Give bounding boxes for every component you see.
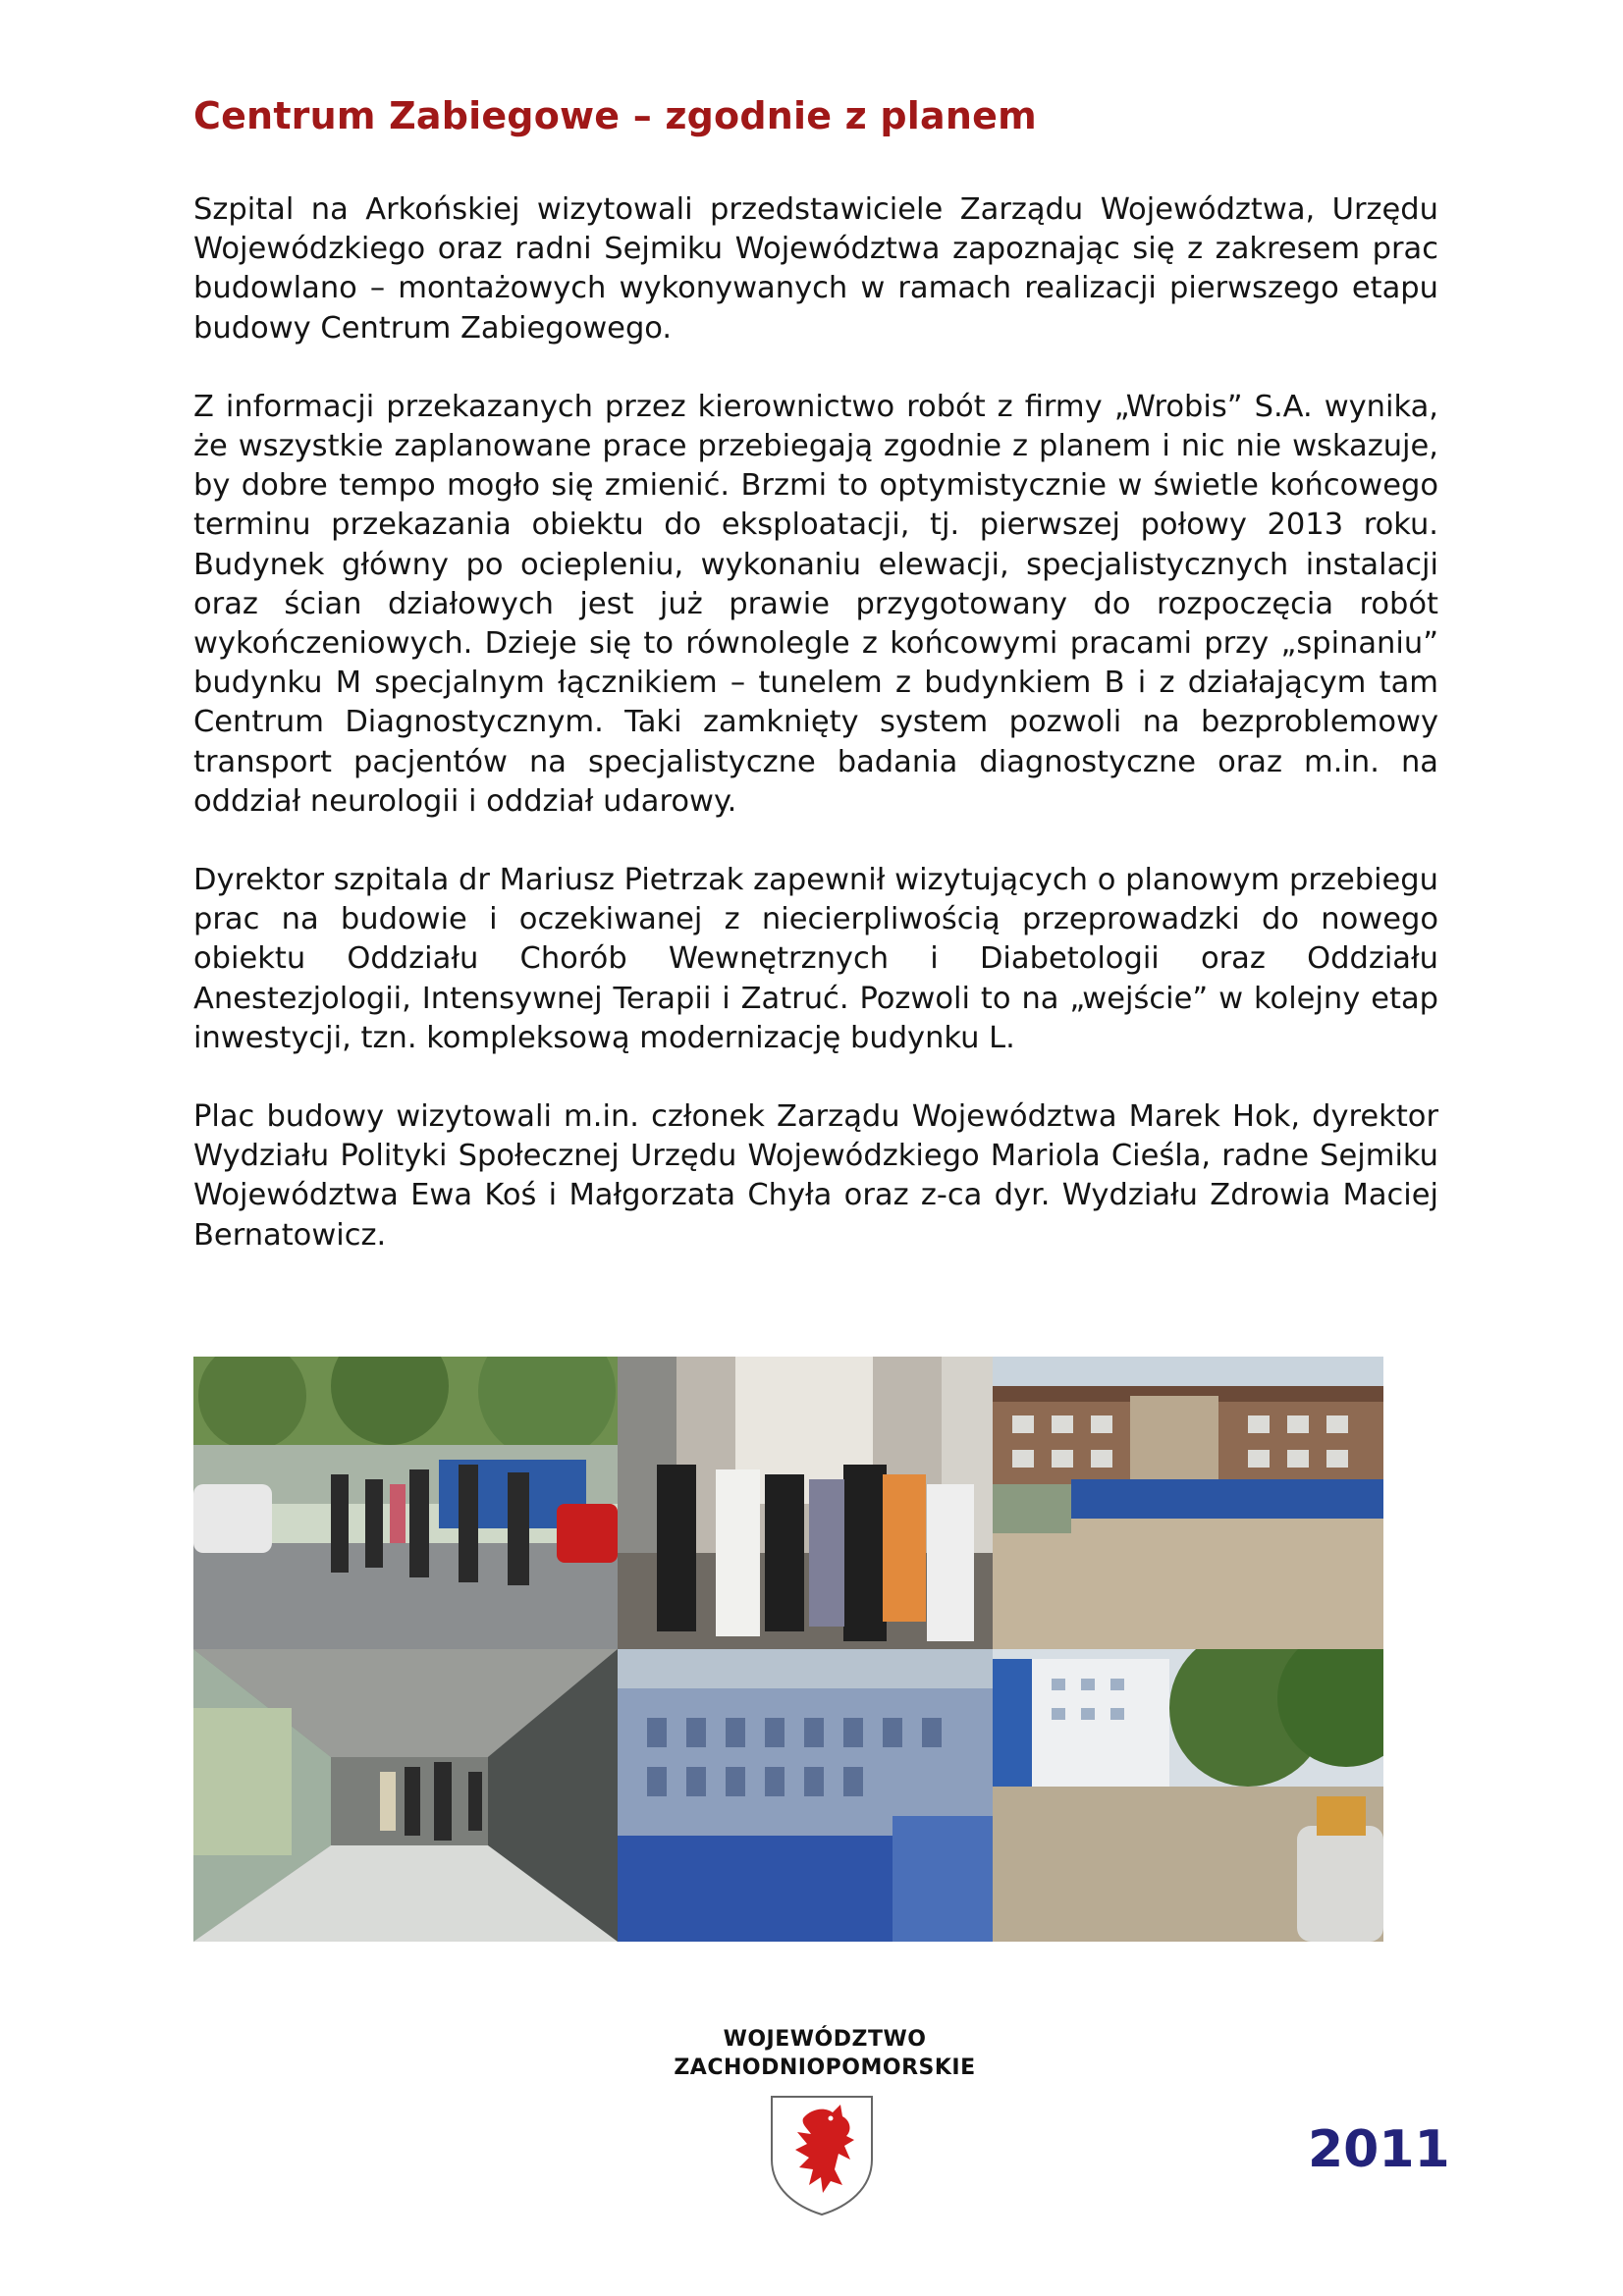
paragraph: Z informacji przekazanych przez kierownictwo robót z firmy „Wrobis” S.A. wynika, że wszystkie zaplanowane prace przebiegają zgodnie z planem i nic nie wskazuje, by dobre tempo mogło się zmienić. Brzmi to optymistycznie w świetle końcowego terminu przekazania obiektu do eksploatacji, tj. pierwszej połowy 2013 roku. Budynek główny po ociepleniu, wykonaniu elewacji, specjalistycznych instalacji oraz ścian działowych jest już prawie przygotowany do rozpoczęcia robót wykończeniowych. Dzieje się to równolegle z końcowymi pracami przy „spinaniu” budynku M specjalnym łącznikiem – tunelem z budynkiem B i z działającym tam Centrum Diagnostycznym. Taki zamknięty system pozwoli na bezproblemowy transport pacjentów na specjalistyczne badania diagnostyczne oraz m.in. na oddział neurologii i oddział udarowy. bbox=[193, 389, 1438, 819]
region-name-line1: WOJEWÓDZTWO bbox=[723, 2027, 927, 2052]
article-title: Centrum Zabiegowe – zgodnie z planem bbox=[193, 94, 1037, 137]
photo-construction-site bbox=[993, 1357, 1383, 1649]
paragraph: Dyrektor szpitala dr Mariusz Pietrzak zapewnił wizytujących o planowym przebiegu prac na budowie i oczekiwanej z niecierpliwością przeprowadzki do nowego obiektu Oddziału Chorób Wewnętrznych i Diabetologii oraz Oddziału Anestezjologii, Intensywnej Terapii i Zatruć. Pozwoli to na „wejście” w kolejny etap inwestycji, tzn. kompleksową modernizację budynku L. bbox=[193, 863, 1438, 1055]
photo-street-view bbox=[993, 1649, 1383, 1942]
region-name-line2: ZACHODNIOPOMORSKIE bbox=[674, 2056, 976, 2080]
photo-visitors-indoors bbox=[618, 1357, 993, 1649]
photo-corridor-tunnel bbox=[193, 1649, 618, 1942]
paragraph: Szpital na Arkońskiej wizytowali przedstawiciele Zarządu Województwa, Urzędu Wojewódzkiego oraz radni Sejmiku Województwa zapoznając się z zakresem prac budowlano – montażowych wykonywanych w ramach realizacji pierwszego etapu budowy Centrum Zabiegowego. bbox=[193, 192, 1438, 346]
griffin-crest-icon bbox=[764, 2091, 880, 2218]
year-label: 2011 bbox=[1308, 2120, 1450, 2179]
photo-blue-building bbox=[618, 1649, 993, 1942]
photo-visitors-outdoors bbox=[193, 1357, 618, 1649]
article-body bbox=[193, 190, 1438, 1295]
paragraph: Plac budowy wizytowali m.in. członek Zarządu Województwa Marek Hok, dyrektor Wydziału Polityki Społecznej Urzędu Wojewódzkiego Mariola Cieśla, radne Sejmiku Województwa Ewa Koś i Małgorzata Chyła oraz z-ca dyr. Wydziału Zdrowia Maciej Bernatowicz. bbox=[193, 1099, 1438, 1253]
photo-collage bbox=[193, 1357, 1383, 1942]
region-name bbox=[589, 2025, 1060, 2082]
